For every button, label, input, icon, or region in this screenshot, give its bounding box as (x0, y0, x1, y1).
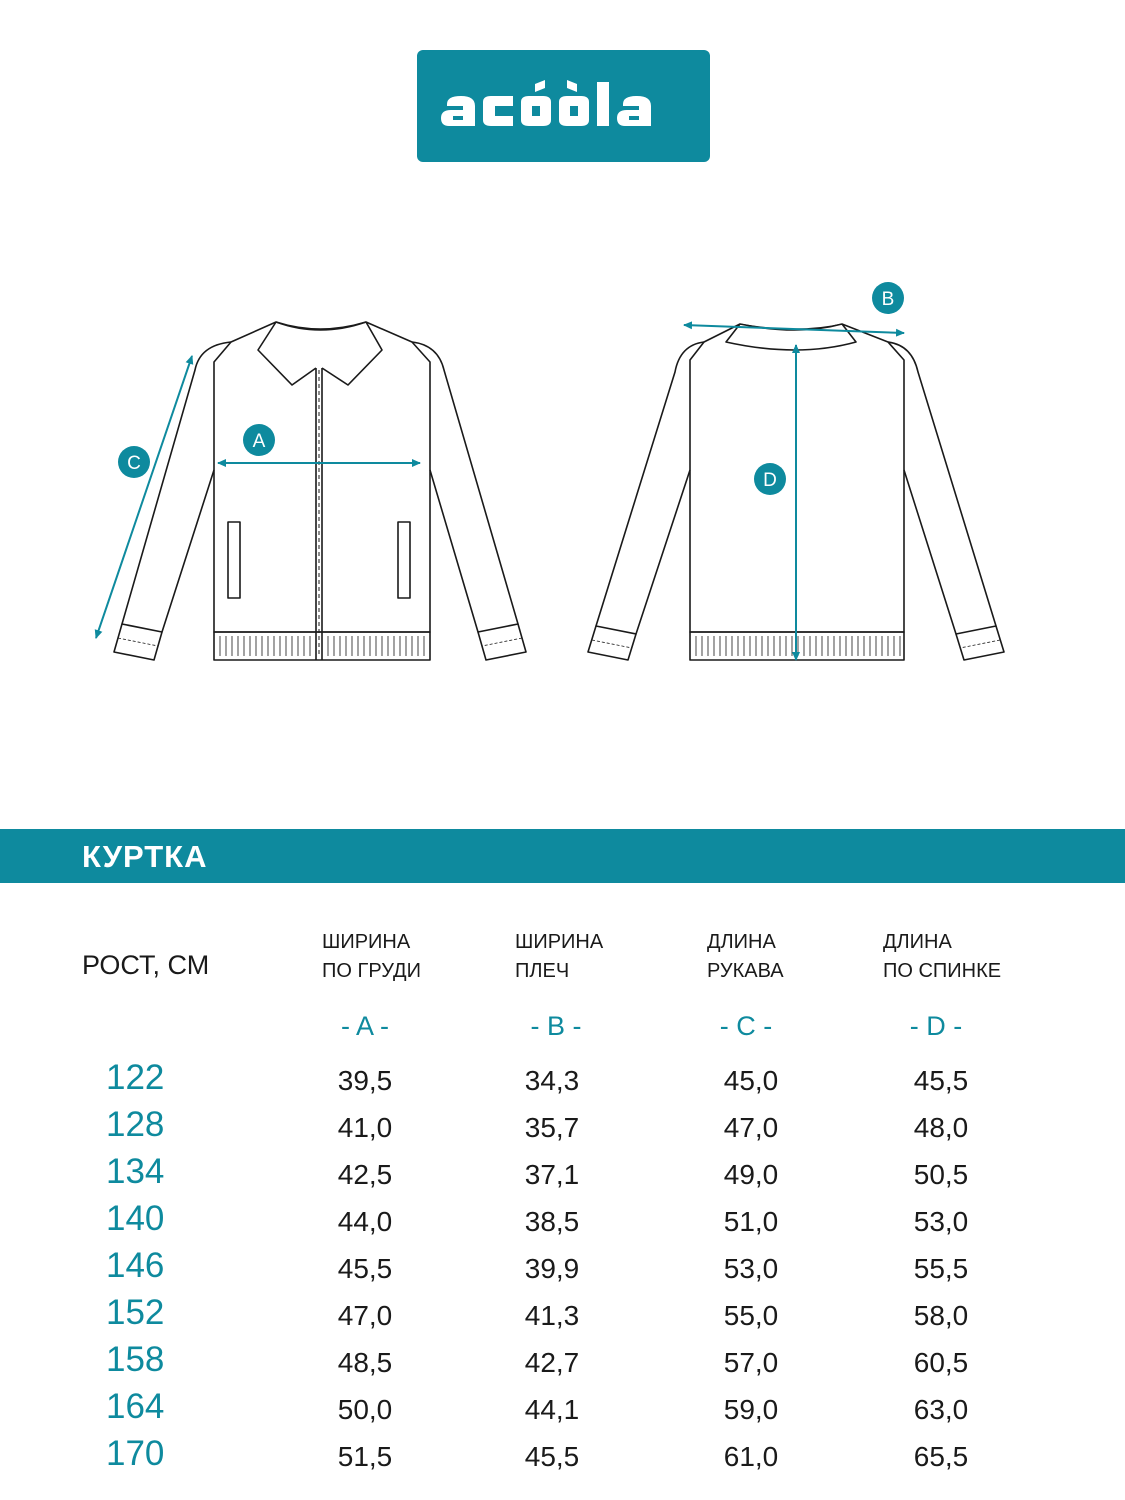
value-cell: 39,5 (337, 1065, 393, 1096)
column-header-sleeve: ДЛИНА РУКАВА (707, 931, 784, 982)
svg-text:A: A (252, 431, 266, 452)
value-cell: 57,0 (723, 1347, 779, 1378)
brand-logo (417, 50, 710, 162)
value-cell: 49,0 (723, 1159, 779, 1190)
column-header-back-length: ДЛИНА ПО СПИНКЕ (883, 931, 1002, 982)
table-title-band (0, 829, 1125, 883)
height-cell: 158 (106, 1340, 165, 1379)
value-cell: 53,0 (723, 1253, 779, 1284)
value-cell: 45,0 (723, 1065, 779, 1096)
front-measurements (96, 356, 420, 638)
value-cell: 41,0 (337, 1112, 393, 1143)
value-cell: 44,0 (337, 1206, 393, 1237)
height-cell: 140 (106, 1199, 165, 1238)
jacket-diagram (0, 260, 1125, 690)
svg-text:D: D (763, 470, 777, 491)
value-cell: 51,0 (723, 1206, 779, 1237)
column-letter-d: - D - (909, 1011, 963, 1041)
column-header-shoulders: ШИРИНА ПЛЕЧ (515, 931, 604, 982)
value-cell: 37,1 (524, 1159, 580, 1190)
value-cell: 45,5 (524, 1441, 580, 1472)
value-cell: 45,5 (337, 1253, 393, 1284)
value-cell: 50,5 (913, 1159, 969, 1190)
value-cell: 44,1 (524, 1394, 580, 1425)
value-cell: 45,5 (913, 1065, 969, 1096)
value-cell: 47,0 (723, 1112, 779, 1143)
value-cell: 50,0 (337, 1394, 393, 1425)
back-measurements (684, 325, 904, 660)
marker-d (754, 463, 786, 495)
value-cell: 41,3 (524, 1300, 580, 1331)
marker-a (243, 424, 275, 456)
value-cell: 34,3 (524, 1065, 580, 1096)
value-cell: 59,0 (723, 1394, 779, 1425)
value-cell: 42,7 (524, 1347, 580, 1378)
value-cell: 42,5 (337, 1159, 393, 1190)
svg-text:B: B (881, 289, 895, 310)
column-letter-a: - A - (340, 1011, 389, 1041)
height-cell: 128 (106, 1105, 165, 1144)
column-header-chest: ШИРИНА ПО ГРУДИ (322, 931, 421, 982)
acoola-logo-icon (439, 76, 689, 136)
value-cell: 55,5 (913, 1253, 969, 1284)
value-cell: 51,5 (337, 1441, 393, 1472)
value-cell: 61,0 (723, 1441, 779, 1472)
value-cell: 55,0 (723, 1300, 779, 1331)
height-cell: 170 (106, 1434, 165, 1473)
height-cell: 146 (106, 1246, 165, 1285)
table-title: КУРТКА (82, 839, 208, 874)
value-cell: 53,0 (913, 1206, 969, 1237)
value-cell: 47,0 (337, 1300, 393, 1331)
jacket-front-view (114, 322, 526, 660)
column-letter-c: - C - (719, 1011, 773, 1041)
height-cell: 122 (106, 1058, 165, 1097)
value-cell: 48,5 (337, 1347, 393, 1378)
column-letter-b: - B - (530, 1011, 582, 1041)
height-cell: 164 (106, 1387, 165, 1426)
marker-b (872, 282, 904, 314)
value-cell: 39,9 (524, 1253, 580, 1284)
value-cell: 58,0 (913, 1300, 969, 1331)
value-cell: 35,7 (524, 1112, 580, 1143)
marker-c (118, 446, 150, 478)
value-cell: 60,5 (913, 1347, 969, 1378)
height-cell: 134 (106, 1152, 165, 1191)
value-cell: 65,5 (913, 1441, 969, 1472)
svg-text:C: C (127, 453, 141, 474)
value-cell: 63,0 (913, 1394, 969, 1425)
value-cell: 48,0 (913, 1112, 969, 1143)
height-header: РОСТ, СМ (82, 950, 210, 980)
height-cell: 152 (106, 1293, 165, 1332)
value-cell: 38,5 (524, 1206, 580, 1237)
